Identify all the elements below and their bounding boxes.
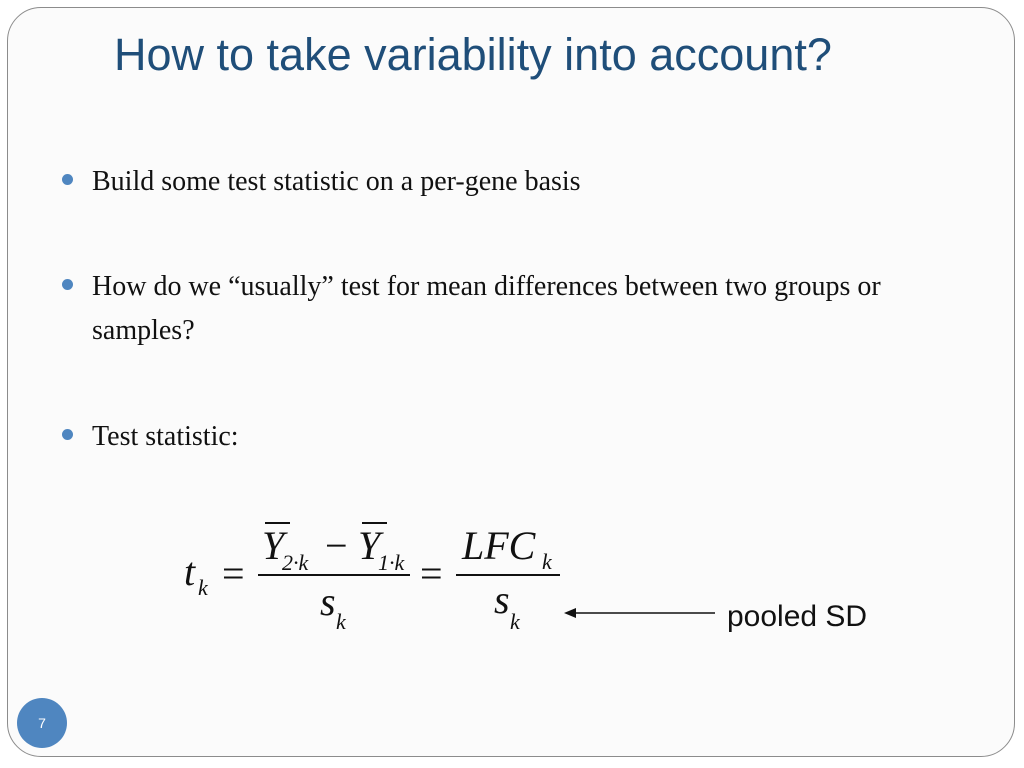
eq-num3-sub: k (542, 549, 552, 574)
page-number-badge: 7 (17, 698, 67, 748)
pooled-sd-label: pooled SD (727, 600, 868, 633)
eq-den1-sub: k (336, 609, 346, 634)
eq-den2-sub: k (510, 609, 520, 634)
arrow-left-icon (564, 608, 576, 618)
eq-num1-var: Y (262, 523, 285, 568)
eq-num1-sub: 2·k (282, 550, 309, 575)
bullet-item (62, 415, 942, 459)
eq-den2-var: s (494, 577, 510, 622)
eq-minus: − (325, 523, 348, 568)
bullet-text: How do we “usually” test for mean differences between two groups or samples? (92, 271, 881, 346)
bullet-dot-icon (62, 279, 73, 290)
bullet-dot-icon (62, 174, 73, 185)
eq-den1-var: s (320, 579, 336, 624)
eq-num2-var: Y (358, 523, 381, 568)
eq-num3: LFC (462, 523, 536, 568)
test-statistic-equation (170, 505, 930, 655)
eq-equals-1: = (222, 551, 245, 596)
bullet-text: Test statistic: (92, 421, 239, 452)
eq-lhs-sub: k (198, 575, 208, 600)
eq-equals-2: = (420, 551, 443, 596)
slide-title: How to take variability into account? (114, 29, 832, 80)
bullet-dot-icon (62, 429, 73, 440)
eq-lhs-var: t (184, 549, 196, 594)
eq-num2-sub: 1·k (378, 550, 405, 575)
bullet-text: Build some test statistic on a per-gene basis (92, 166, 581, 197)
bullet-item (62, 160, 942, 204)
bullet-item (62, 265, 942, 353)
